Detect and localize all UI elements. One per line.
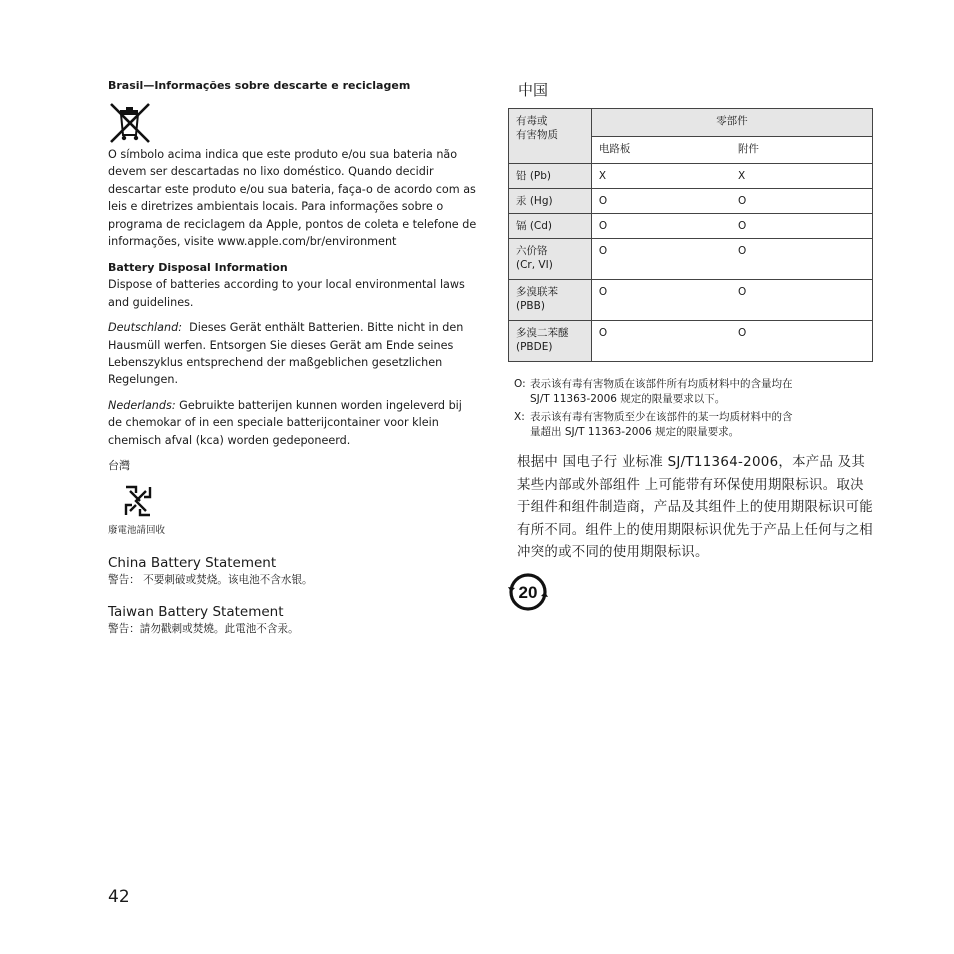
- rohs-table: [508, 108, 873, 362]
- note-x: [514, 410, 874, 439]
- row-label-name: 多溴联苯: [516, 286, 558, 298]
- china-battery-body: 警告： 不要刺破或焚烧。该电池不含水银。: [108, 573, 313, 586]
- row-label-name: 六价铬: [516, 245, 548, 257]
- row-label: 汞 (Hg): [509, 189, 592, 214]
- row-value-accessory: O: [731, 280, 873, 321]
- taiwan-recycle-heading: 台灣: [108, 459, 130, 473]
- col-header-circuit: 电路板: [591, 136, 731, 164]
- table-row: [509, 321, 873, 362]
- row-label-sub: (Cr, VI): [516, 259, 553, 271]
- row-value-accessory: O: [731, 214, 873, 239]
- note-o-label: O:: [514, 378, 526, 390]
- row-value-circuit: O: [591, 280, 731, 321]
- china-battery-heading: China Battery Statement: [108, 554, 277, 571]
- table-row: [509, 214, 873, 239]
- taiwan-battery-heading: Taiwan Battery Statement: [108, 603, 284, 620]
- row-value-circuit: O: [591, 239, 731, 280]
- table-corner-cell: [509, 109, 592, 164]
- deutschland-lead: Deutschland:: [108, 321, 182, 335]
- nederlands-paragraph: [108, 397, 478, 449]
- corner-line-2: 有害物质: [516, 129, 558, 141]
- corner-line-1: 有毒或: [516, 115, 548, 127]
- row-label: 镉 (Cd): [509, 214, 592, 239]
- row-label: [509, 280, 592, 321]
- brasil-heading: Brasil—Informações sobre descarte e reciclagem: [108, 79, 411, 92]
- china-heading: 中国: [518, 81, 549, 99]
- efup-20-logo-icon: [507, 571, 549, 613]
- row-value-circuit: O: [591, 189, 731, 214]
- row-value-circuit: O: [591, 214, 731, 239]
- table-row: [509, 280, 873, 321]
- taiwan-battery-body: 警告：請勿戳刺或焚燒。此電池不含汞。: [108, 622, 299, 635]
- note-o-line1: 表示该有毒有害物质在该部件所有均质材料中的含量均在: [530, 378, 793, 390]
- row-value-circuit: O: [591, 321, 731, 362]
- row-value-accessory: O: [731, 189, 873, 214]
- left-column: [108, 78, 478, 637]
- row-value-accessory: O: [731, 321, 873, 362]
- brasil-body: O símbolo acima indica que este produto e/ou sua bateria não devem ser descartadas no lixo doméstico. Quando decidir descartar este produto e/ou sua bateria, faça-o de acordo com as leis e diretrizes ambientais locais. Para informações sobre o programa de reciclagem da Apple, pontos de coleta e telefone de informações, visite www.apple.com/br/environment: [108, 148, 477, 249]
- col-header-accessory: 附件: [731, 136, 873, 164]
- note-x-line2: 量超出 SJ/T 11363-2006 规定的限量要求。: [530, 425, 740, 438]
- table-notes: [514, 377, 874, 439]
- nederlands-lead: Nederlands:: [108, 398, 176, 412]
- recycle-symbol-icon: [120, 483, 156, 519]
- row-label-name: 多溴二苯醚: [516, 327, 569, 339]
- row-label: [509, 239, 592, 280]
- battery-disposal-heading: Battery Disposal Information: [108, 261, 288, 275]
- crossed-out-bin-icon: [108, 101, 152, 145]
- taiwan-recycle-caption: 廢電池請回收: [108, 524, 166, 536]
- deutschland-paragraph: [108, 319, 478, 389]
- row-label: 铅 (Pb): [509, 164, 592, 189]
- table-row: [509, 239, 873, 280]
- table-header-row: [509, 109, 873, 137]
- row-label-sub: (PBDE): [516, 341, 553, 353]
- note-o-line2: SJ/T 11363-2006 规定的限量要求以下。: [530, 392, 726, 405]
- deutschland-body: Dieses Gerät enthält Batterien. Bitte nicht in den Hausmüll werfen. Entsorgen Sie dieses Gerät am Ende seines Lebenszyklus entsprechend der maßgeblichen gesetzlichen Regelungen.: [108, 321, 464, 387]
- row-value-circuit: X: [591, 164, 731, 189]
- group-header-cell: 零部件: [591, 109, 872, 137]
- china-paragraph: 根据中 国电子行 业标准 SJ/T11364-2006，本产品 及其某些内部或外部组件 上可能带有环保使用期限标识。取决于组件和组件制造商，产品及其组件上的使用期限标识可能有所不同。组件上的使用期限标识优先于产品上任何与之相冲突的或不同的使用期限标识。: [517, 455, 873, 560]
- note-o: [514, 377, 874, 406]
- battery-disposal-body: Dispose of batteries according to your local environmental laws and guidelines.: [108, 278, 465, 309]
- table-row: [509, 189, 873, 214]
- note-x-label: X:: [514, 411, 525, 423]
- row-label-sub: (PBB): [516, 300, 545, 312]
- row-label: [509, 321, 592, 362]
- page-number: 42: [108, 887, 130, 907]
- nederlands-body: Gebruikte batterijen kunnen worden ingeleverd bij de chemokar of in een speciale batterijcontainer voor klein chemisch afval (kca) worden gedeponeerd.: [108, 398, 462, 447]
- row-value-accessory: O: [731, 239, 873, 280]
- table-row: [509, 164, 873, 189]
- note-x-line1: 表示该有毒有害物质至少在该部件的某一均质材料中的含: [530, 411, 793, 423]
- efup-logo-number: 20: [518, 583, 538, 602]
- row-value-accessory: X: [731, 164, 873, 189]
